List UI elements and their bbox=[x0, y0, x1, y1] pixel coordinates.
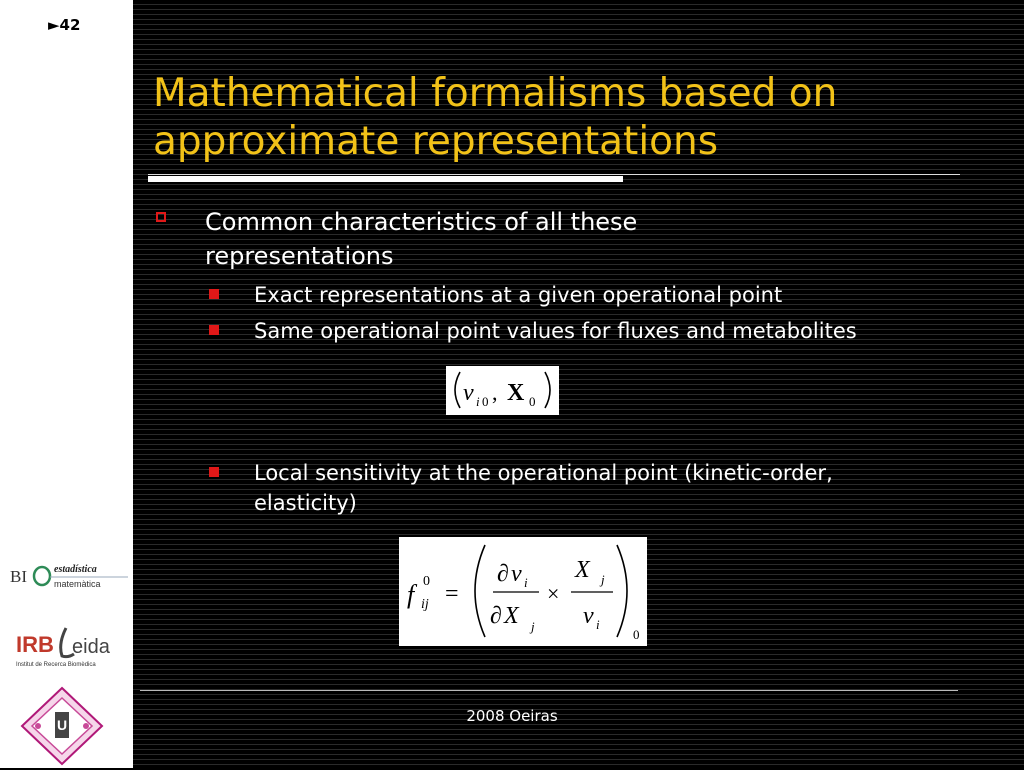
svg-text:,: , bbox=[492, 380, 498, 405]
university-emblem-graphic bbox=[20, 686, 104, 766]
bio-estadistica-logo bbox=[6, 558, 130, 592]
svg-text:j: j bbox=[601, 572, 605, 587]
svg-text:v: v bbox=[511, 561, 522, 587]
logo-sidebar bbox=[0, 0, 133, 768]
svg-text:ij: ij bbox=[421, 597, 429, 612]
svg-text:×: × bbox=[547, 581, 560, 606]
svg-text:j: j bbox=[531, 619, 535, 634]
svg-text:estadística: estadística bbox=[54, 564, 97, 575]
svg-text:v: v bbox=[463, 380, 474, 406]
svg-text:i: i bbox=[524, 575, 528, 590]
operational-point-formula bbox=[446, 366, 559, 415]
red-square-bullet-icon bbox=[209, 289, 219, 299]
svg-text:BI: BI bbox=[10, 567, 27, 586]
hollow-square-bullet-icon bbox=[156, 212, 166, 222]
svg-text:0: 0 bbox=[529, 394, 536, 409]
svg-text:U: U bbox=[56, 717, 68, 733]
slide-number: ►42 bbox=[48, 16, 81, 34]
footer-label: 2008 Oeiras bbox=[466, 707, 558, 725]
svg-text:v: v bbox=[583, 603, 594, 629]
footer-divider bbox=[140, 690, 958, 691]
svg-text:X: X bbox=[575, 557, 590, 583]
bullet-level2-text-3: Local sensitivity at the operational point (kinetic-order, elasticity) bbox=[254, 461, 833, 515]
title-underline-thin bbox=[148, 174, 960, 175]
red-square-bullet-icon bbox=[209, 325, 219, 335]
svg-text:Institut de Recerca Biomèdica: Institut de Recerca Biomèdica bbox=[16, 662, 96, 668]
irb-logo-graphic bbox=[14, 622, 124, 670]
university-diamond-logo bbox=[20, 686, 104, 766]
bullet-level1-text: Common characteristics of all these representations bbox=[205, 208, 638, 270]
svg-text:X: X bbox=[504, 603, 519, 629]
svg-text:X: X bbox=[507, 380, 525, 406]
irb-lleida-logo bbox=[14, 622, 124, 670]
svg-text:0: 0 bbox=[482, 394, 489, 409]
slide-title-line-2: approximate representations bbox=[153, 119, 719, 164]
svg-text:∂: ∂ bbox=[490, 603, 502, 629]
bullet-level2-text-1: Exact representations at a given operational point bbox=[254, 283, 783, 307]
svg-text:IRB: IRB bbox=[16, 632, 54, 657]
slide-title bbox=[153, 70, 973, 166]
footer-text bbox=[0, 707, 1024, 725]
bio-logo-graphic bbox=[6, 558, 130, 592]
svg-text:∂: ∂ bbox=[497, 561, 509, 587]
svg-text:matemàtica: matemàtica bbox=[54, 579, 101, 589]
svg-text:=: = bbox=[445, 581, 459, 607]
svg-text:eida: eida bbox=[72, 636, 110, 658]
svg-text:i: i bbox=[596, 617, 600, 632]
title-underline-thick bbox=[148, 176, 623, 182]
slide-title-line-1: Mathematical formalisms based on bbox=[153, 71, 838, 116]
kinetic-order-formula bbox=[399, 537, 647, 646]
bullet-level2-text-2: Same operational point values for fluxes and metabolites bbox=[254, 319, 857, 343]
svg-text:i: i bbox=[476, 394, 480, 409]
kinetic-order-equation bbox=[399, 537, 647, 646]
operational-point-equation bbox=[446, 366, 559, 415]
svg-text:0: 0 bbox=[423, 574, 430, 589]
red-square-bullet-icon bbox=[209, 467, 219, 477]
svg-text:0: 0 bbox=[633, 627, 640, 642]
svg-text:f: f bbox=[407, 580, 415, 609]
